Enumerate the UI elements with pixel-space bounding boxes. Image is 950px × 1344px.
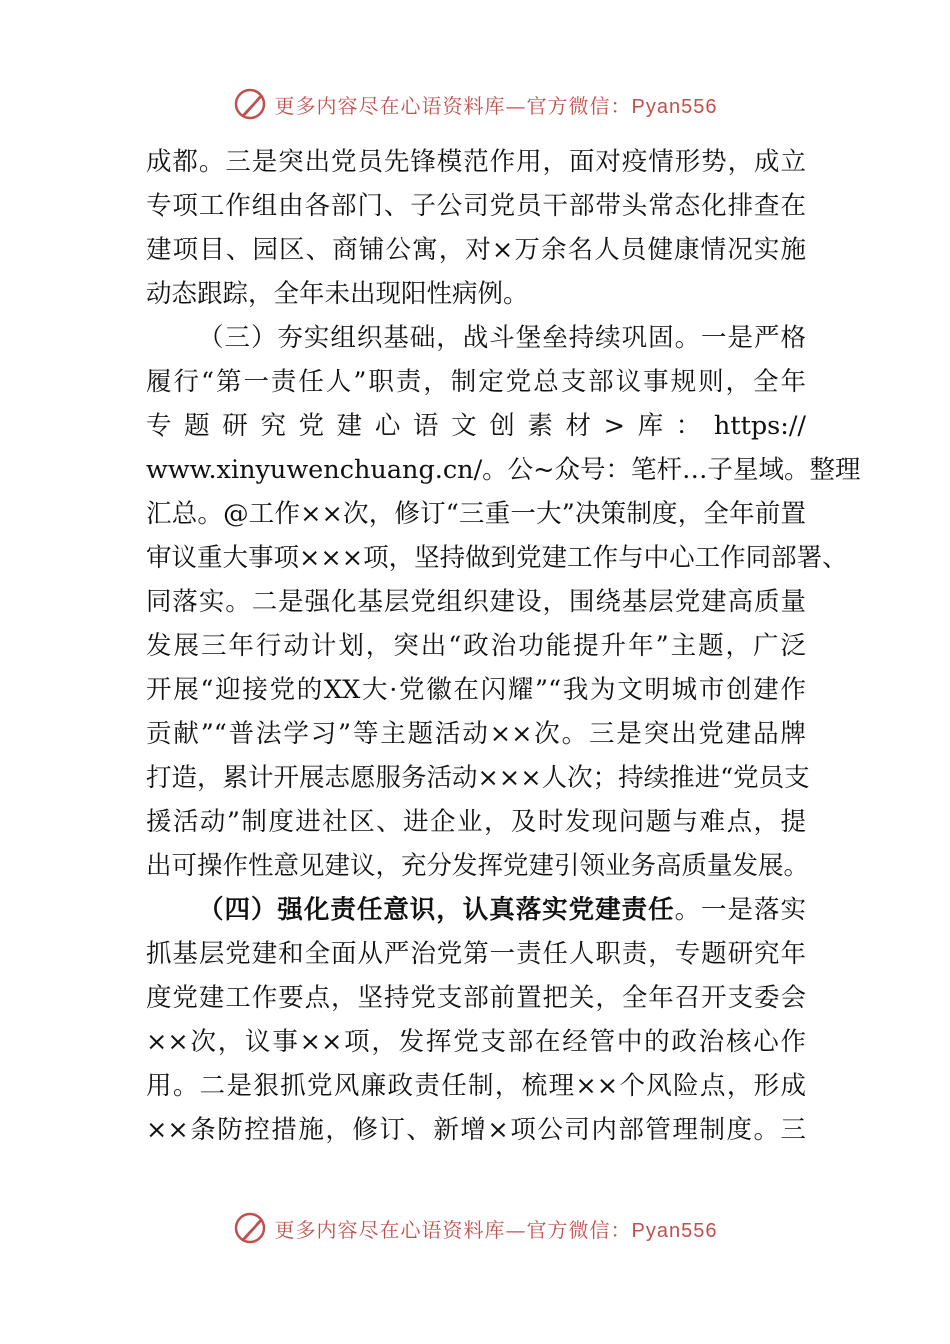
banner-text: 更多内容尽在心语资料库—官方微信：Pyan556 [274, 1217, 718, 1242]
text-line: （三）夯实组织基础，战斗堡垒持续巩固。一是严格 [198, 323, 806, 353]
text-line: 用。二是狠抓党风廉政责任制，梳理××个风险点，形成 [146, 1071, 806, 1101]
document-body [146, 140, 861, 1152]
text-line: 专项工作组由各部门、子公司党员干部带头常态化排查在 [146, 191, 806, 221]
text-fragment: 。一是落实 [674, 895, 806, 925]
section-heading: （四）强化责任意识，认真落实党建责任 [198, 895, 675, 925]
text-line: 出可操作性意见建议，充分发挥党建引领业务高质量发展。 [146, 851, 810, 881]
text-line: 度党建工作要点，坚持党支部前置把关，全年召开支委会 [146, 983, 806, 1013]
text-line: 打造，累计开展志愿服务活动×××人次；持续推进“党员支 [146, 763, 810, 793]
text-line: 履行“第一责任人”职责，制定党总支部议事规则，全年 [146, 367, 806, 397]
text-line: 发展三年行动计划，突出“政治功能提升年”主题，广泛 [146, 631, 806, 661]
footer-banner [0, 1208, 950, 1248]
text-line: 成都。三是突出党员先锋模范作用，面对疫情形势，成立 [146, 147, 806, 177]
quill-logo-icon [233, 1210, 269, 1246]
header-banner [0, 84, 950, 124]
text-line: ××条防控措施，修订、新增×项公司内部管理制度。三 [146, 1115, 806, 1145]
text-line: 抓基层党建和全面从严治党第一责任人职责，专题研究年 [146, 939, 806, 969]
section-heading-line [146, 888, 806, 932]
text-line: 援活动”制度进社区、进企业，及时发现问题与难点，提 [146, 807, 806, 837]
quill-logo-icon [233, 86, 269, 122]
text-line: 开展“迎接党的XX大·党徽在闪耀”“我为文明城市创建作 [146, 675, 806, 705]
text-line: 汇总。@工作××次，修订“三重一大”决策制度，全年前置 [146, 499, 806, 529]
banner-text: 更多内容尽在心语资料库—官方微信：Pyan556 [274, 93, 718, 118]
text-line: 贡献”“普法学习”等主题活动××次。三是突出党建品牌 [146, 719, 806, 749]
text-line: 专题研究党建心语文创素材>库：https:// [146, 411, 806, 441]
text-line: 建项目、园区、商铺公寓，对×万余名人员健康情况实施 [146, 235, 806, 265]
text-line: 动态跟踪，全年未出现阳性病例。 [146, 279, 529, 309]
text-line: www.xinyuwenchuang.cn/。公~众号：笔杆…子星域。整理 [146, 455, 861, 485]
text-line: 同落实。二是强化基层党组织建设，围绕基层党建高质量 [146, 587, 806, 617]
text-line: 审议重大事项×××项，坚持做到党建工作与中心工作同部署、 [146, 543, 848, 573]
text-line: ××次，议事××项，发挥党支部在经管中的政治核心作 [146, 1027, 806, 1057]
